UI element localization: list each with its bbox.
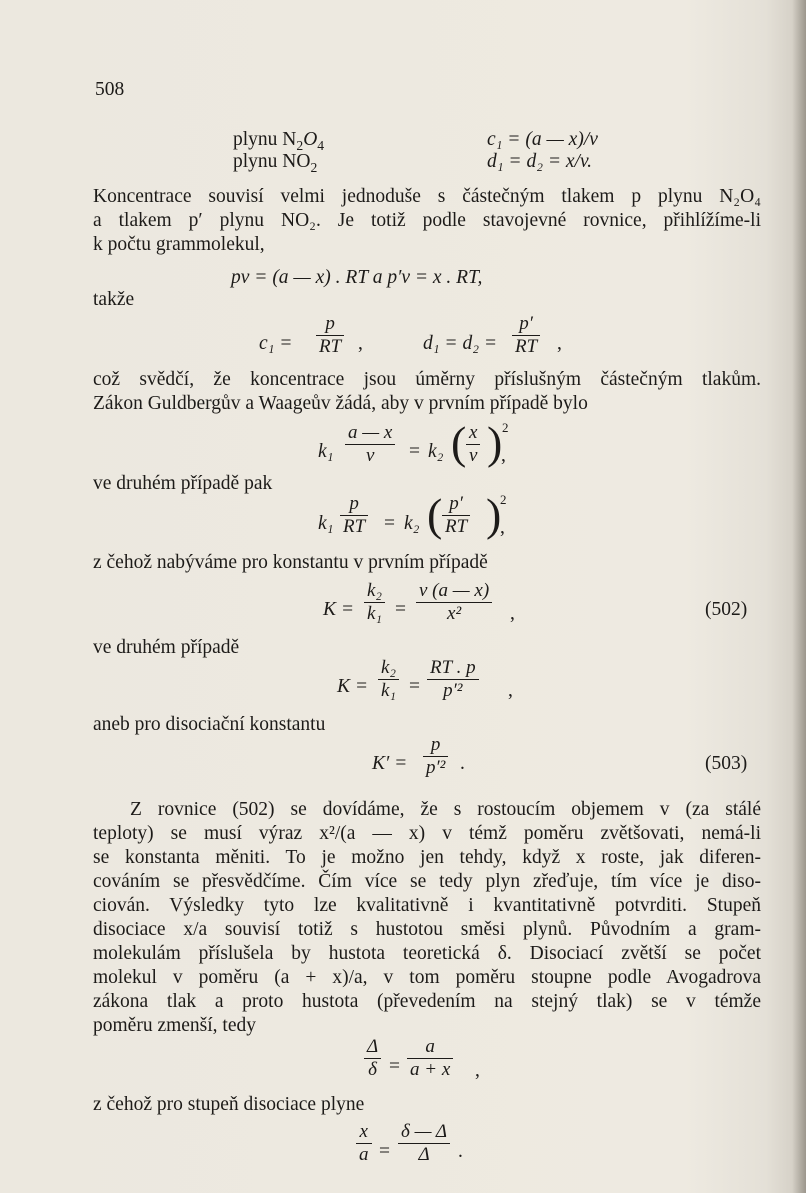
fraction-x-over-v xyxy=(466,422,480,467)
text-aneb: aneb pro disociační konstantu xyxy=(93,714,326,735)
numerator-delta-minus-Delta: δ — Δ xyxy=(401,1121,448,1142)
c1-equals: c₁ = xyxy=(259,333,293,354)
comma-3: , xyxy=(501,445,506,466)
denominator-x2: x² xyxy=(447,603,462,625)
paragraph3-line-3: se konstanta měniti. To je možno jen tehdy, když x roste, jak diferen- xyxy=(93,847,761,868)
plynu-no2-label: plynu $NO_2$ xyxy=(233,151,318,175)
paren-close-1: ) xyxy=(487,417,503,468)
period-1: . xyxy=(460,753,465,774)
denominator-RT-2: RT xyxy=(515,336,538,358)
paragraph3-line-5: ciován. Výsledky tyto lze kvalitativně i kvantitativně potvrditi. Stupeň xyxy=(93,895,761,916)
paren-open-1: ( xyxy=(451,417,467,468)
paragraph2-line-1: což svědčí, že koncentrace jsou úměrny příslušným částečným tlakům. xyxy=(93,369,761,390)
delta-eq-equals: = xyxy=(389,1056,400,1077)
paragraph3-line-10: poměru zmenší, tedy xyxy=(93,1015,256,1036)
eq1-k2: k₂ xyxy=(428,441,444,462)
numerator-p: p xyxy=(325,313,335,334)
fraction-pprime-over-RT-2 xyxy=(442,493,470,538)
text-ve-druhem-pripade-pak: ve druhém případě pak xyxy=(93,473,273,494)
numerator-Delta: Δ xyxy=(367,1036,379,1057)
d1-definition: d₁ = d₂ = x/v. xyxy=(487,151,593,172)
numerator-a-minus-x: a — x xyxy=(348,422,393,443)
denominator-Delta: Δ xyxy=(418,1144,430,1166)
numerator-k2: k₂ xyxy=(367,580,383,601)
numerator-x: x xyxy=(469,422,478,443)
text-stupen-disociace: z čehož pro stupeň disociace plyne xyxy=(93,1094,365,1115)
denominator-p2: p′² xyxy=(443,680,463,702)
paren-close-2: ) xyxy=(486,489,502,540)
text-ve-druhem-pripade: ve druhém případě xyxy=(93,637,240,658)
numerator-a: a xyxy=(425,1036,435,1057)
state-equation: pv = (a — x) . RT a p′v = x . RT, xyxy=(231,267,483,288)
comma-6: , xyxy=(508,680,513,701)
equation-number-502: (502) xyxy=(705,599,748,620)
paragraph3-line-4: cováním se přesvědčíme. Čím více se tedy plyn zřeďuje, tím více je diso- xyxy=(93,871,761,892)
eq1-equals: = xyxy=(409,441,420,462)
fraction-x-over-a xyxy=(356,1121,372,1166)
exponent-2-b: 2 xyxy=(500,492,507,507)
exponent-2-a: 2 xyxy=(502,420,509,435)
numerator-k2-2: k₂ xyxy=(381,657,397,678)
fraction-p-over-RT-2 xyxy=(340,493,368,538)
denominator-a: a xyxy=(359,1144,369,1166)
numerator-pprime: p′ xyxy=(519,313,533,334)
comma-1: , xyxy=(358,333,363,354)
paragraph3-line-1: Z rovnice (502) se dovídáme, že s rostoucím objemem v (za stálé xyxy=(130,799,761,820)
denominator-RT: RT xyxy=(319,336,342,358)
paragraph3-line-7: molekulám příslušela by hustota teoretická δ. Disociací zvětší se počet xyxy=(93,943,761,964)
comma-2: , xyxy=(557,333,562,354)
denominator-p2-2: p′² xyxy=(426,757,446,779)
denominator-v: v xyxy=(365,445,375,467)
fraction-delta-minus-Delta-over-Delta xyxy=(398,1121,450,1166)
numerator-p-2: p xyxy=(349,493,359,514)
fraction-a-over-a-plus-x xyxy=(407,1036,453,1081)
d1-d2-equals: d₁ = d₂ = xyxy=(423,333,498,354)
plynu-n2o4-label: plynu $N_2O_4$ xyxy=(233,129,325,153)
fraction-RTp-over-p2 xyxy=(427,657,479,702)
paren-open-2: ( xyxy=(427,489,443,540)
eq2-k1: k₁ xyxy=(318,513,334,534)
page-number: 508 xyxy=(95,79,125,100)
paragraph3-line-9: zákona tlak a proto hustota (převedením na stejný tlak) se v témže xyxy=(93,991,761,1012)
numerator-x-2: x xyxy=(359,1121,368,1142)
fraction-p-over-p2 xyxy=(423,734,448,779)
paragraph3-line-8: molekul v poměru (a + x)/a, v tom poměru stoupne podle Avogadrova xyxy=(93,967,761,988)
denominator-v-2: v xyxy=(469,445,478,467)
fraction-a-minus-x-over-v xyxy=(345,422,395,467)
paragraph1-line-3: k počtu grammolekul, xyxy=(93,234,265,255)
fraction-k2-over-k1-2 xyxy=(378,657,399,702)
eq-second-equals: = xyxy=(409,676,420,697)
eq-second-K: K = xyxy=(337,676,369,697)
eq502-equals: = xyxy=(395,599,406,620)
paragraph3-line-6: disociace x/a souvisí totiž s hustotou směsi plynů. Původním a gram- xyxy=(93,919,761,940)
numerator-pprime-2: p′ xyxy=(449,493,463,514)
paragraph3-line-2: teploty) se musí výraz x²/(a — x) v témž poměru zvětšovati, nemá-li xyxy=(93,823,761,844)
equation-number-503: (503) xyxy=(705,753,748,774)
eq2-k2: k₂ xyxy=(404,513,420,534)
denominator-k1: k₁ xyxy=(367,603,383,625)
text-z-cehoz-prvni: z čehož nabýváme pro konstantu v prvním případě xyxy=(93,552,488,573)
denominator-a-plus-x: a + x xyxy=(410,1059,451,1081)
period-2: . xyxy=(458,1141,463,1162)
fraction-Delta-over-delta xyxy=(364,1036,381,1081)
fraction-v-a-minus-x-over-x2 xyxy=(416,580,492,625)
fraction-k2-over-k1 xyxy=(364,580,385,625)
c1-definition: c₁ = (a — x)/v xyxy=(487,129,598,150)
denominator-RT-3: RT xyxy=(343,516,366,538)
fraction-p-over-RT xyxy=(316,313,344,358)
comma-5: , xyxy=(510,603,515,624)
paragraph1-line-2: a tlakem p′ plynu NO₂. Je totiž podle stavojevné rovnice, přihlížíme-li xyxy=(93,210,761,231)
eq502-K: K = xyxy=(323,599,355,620)
paragraph1-line-1: Koncentrace souvisí velmi jednoduše s částečným tlakem p plynu N₂O₄ xyxy=(93,186,761,207)
denominator-RT-4: RT xyxy=(445,516,468,538)
fraction-pprime-over-RT xyxy=(512,313,540,358)
comma-7: , xyxy=(475,1060,480,1081)
eq1-k1: k₁ xyxy=(318,441,334,462)
numerator-p-3: p xyxy=(430,734,441,755)
paragraph2-line-2: Zákon Guldbergův a Waageův žádá, aby v prvním případě bylo xyxy=(93,393,588,414)
denominator-k1-2: k₁ xyxy=(381,680,397,702)
eq503-Kprime: K′ = xyxy=(372,753,408,774)
word-takze: takže xyxy=(93,289,135,310)
final-eq-equals: = xyxy=(379,1141,390,1162)
comma-4: , xyxy=(500,517,505,538)
numerator-v-a-minus-x: v (a — x) xyxy=(419,580,490,601)
page-edge-shadow xyxy=(792,0,806,1193)
numerator-RTp: RT . p xyxy=(430,657,476,678)
eq2-equals: = xyxy=(384,513,395,534)
denominator-delta: δ xyxy=(368,1059,377,1081)
